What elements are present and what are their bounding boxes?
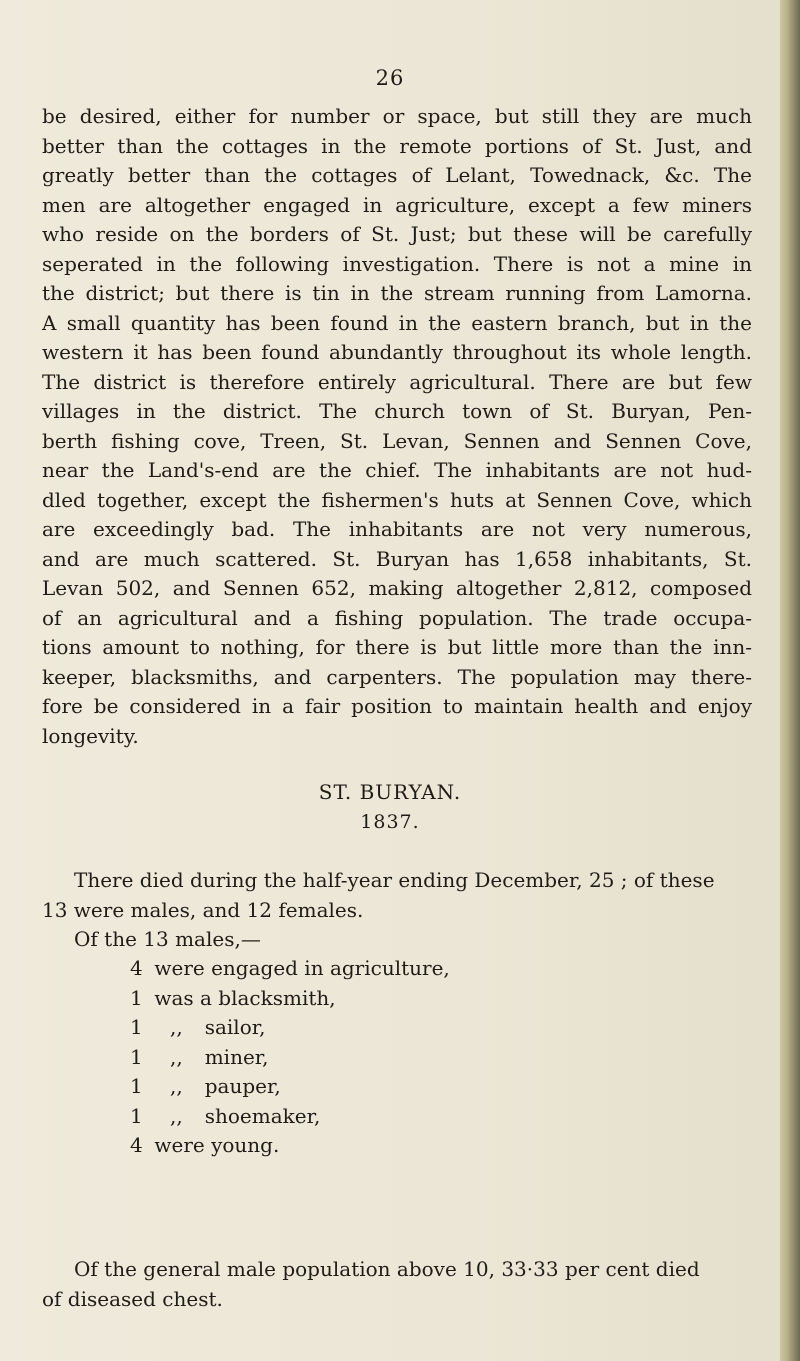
list-item bbox=[130, 1072, 450, 1102]
ditto-mark: ,, bbox=[170, 1015, 183, 1039]
item-count: 4 bbox=[130, 1133, 143, 1157]
text-line: There died during the half-year ending December, 25 ; of these bbox=[74, 868, 715, 892]
item-text: shoemaker, bbox=[204, 1103, 321, 1128]
text-line: villages in the district. The church town of St. Buryan, Pen- bbox=[42, 399, 752, 423]
text-line: greatly better than the cottages of Lelant, Towednack, &c. The bbox=[42, 163, 752, 187]
ditto-mark: ,, bbox=[170, 1044, 183, 1069]
list-item bbox=[130, 1102, 450, 1132]
text-line: The district is therefore entirely agricultural. There are but few bbox=[42, 369, 752, 394]
text-line: A small quantity has been found in the eastern branch, but in the bbox=[42, 310, 752, 335]
text-line: of diseased chest. bbox=[42, 1286, 223, 1311]
text-line: of an agricultural and a fishing population. The trade occupa- bbox=[42, 605, 752, 630]
paragraph-intro bbox=[42, 102, 752, 751]
text-line: men are altogether engaged in agriculture, except a few miners bbox=[42, 192, 752, 217]
item-count: 1 bbox=[130, 1103, 143, 1128]
text-line: near the Land's-end are the chief. The inhabitants are not hud- bbox=[42, 458, 752, 482]
text-line: longevity. bbox=[42, 723, 139, 748]
page-number: 26 bbox=[375, 66, 405, 90]
page-edge bbox=[780, 0, 800, 1361]
item-text: pauper, bbox=[204, 1074, 281, 1098]
text-line: better than the cottages in the remote portions of St. Just, and bbox=[42, 133, 752, 158]
text-line: seperated in the following investigation. There is not a mine in bbox=[42, 251, 752, 276]
text-line: keeper, blacksmiths, and carpenters. The population may there- bbox=[42, 664, 752, 689]
ditto-mark: ,, bbox=[170, 1103, 183, 1128]
paragraph-mortality bbox=[42, 1255, 772, 1314]
text-line: be desired, either for number or space, but still they are much bbox=[42, 104, 752, 128]
item-count: 4 bbox=[130, 956, 143, 980]
text-line: fore be considered in a fair position to maintain health and enjoy bbox=[42, 694, 752, 718]
list-item bbox=[130, 984, 450, 1014]
section-heading: ST. BURYAN. bbox=[318, 780, 462, 804]
text-line: are exceedingly bad. The inhabitants are not very numerous, bbox=[42, 517, 752, 541]
text-line: and are much scattered. St. Buryan has 1,658 inhabitants, St. bbox=[42, 546, 752, 571]
paragraph-deaths bbox=[42, 866, 752, 955]
item-text: were engaged in agriculture, bbox=[154, 956, 450, 980]
list-item bbox=[130, 1013, 450, 1043]
text-line: berth fishing cove, Treen, St. Levan, Sennen and Sennen Cove, bbox=[42, 428, 752, 453]
text-line: Levan 502, and Sennen 652, making altogether 2,812, composed bbox=[42, 576, 752, 600]
occupation-list bbox=[130, 954, 450, 1161]
item-count: 1 bbox=[130, 1074, 143, 1098]
text-line: the district; but there is tin in the stream running from Lamorna. bbox=[42, 281, 752, 305]
text-line: 13 were males, and 12 females. bbox=[42, 897, 364, 922]
item-count: 1 bbox=[130, 1015, 143, 1039]
text-line: Of the general male population above 10, 33·33 per cent died bbox=[74, 1257, 700, 1281]
text-line: western it has been found abundantly throughout its whole length. bbox=[42, 340, 752, 364]
list-item bbox=[130, 1131, 450, 1161]
text-line: dled together, except the fishermen's huts at Sennen Cove, which bbox=[42, 487, 752, 512]
ditto-mark: ,, bbox=[170, 1074, 183, 1098]
item-text: was a blacksmith, bbox=[154, 985, 336, 1010]
list-item bbox=[130, 1043, 450, 1073]
item-text: miner, bbox=[204, 1044, 269, 1069]
item-text: were young. bbox=[154, 1133, 280, 1157]
males-intro: Of the 13 males,— bbox=[74, 927, 261, 951]
text-line: who reside on the borders of St. Just; but these will be carefully bbox=[42, 222, 752, 246]
item-count: 1 bbox=[130, 1044, 143, 1069]
section-year: 1837. bbox=[360, 811, 420, 833]
item-count: 1 bbox=[130, 985, 143, 1010]
text-line: tions amount to nothing, for there is but little more than the inn- bbox=[42, 635, 752, 659]
list-item bbox=[130, 954, 450, 984]
item-text: sailor, bbox=[204, 1015, 266, 1039]
